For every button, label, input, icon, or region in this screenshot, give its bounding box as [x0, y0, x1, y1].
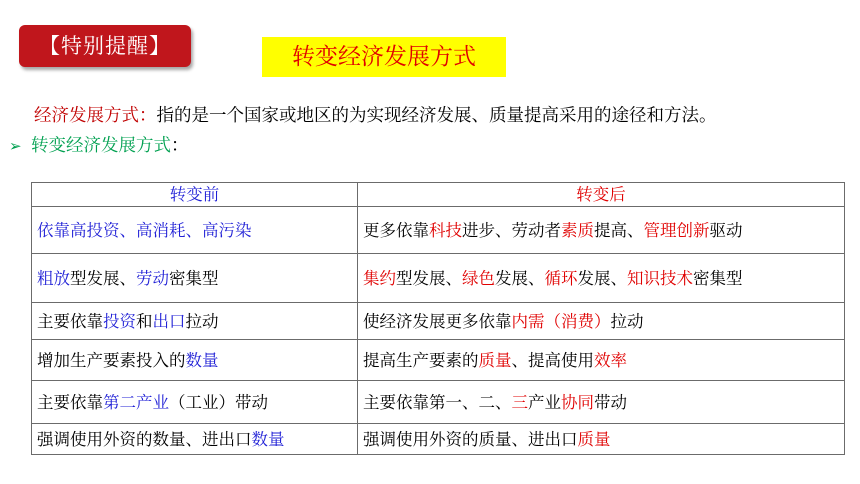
slide-title [262, 37, 506, 77]
comparison-table [31, 182, 845, 455]
cell-text-segment: 效率 [594, 350, 627, 370]
bullet-heading-colon: ： [171, 136, 189, 156]
cell-text-segment: 知识技术 [627, 268, 693, 288]
after-cell [358, 381, 845, 424]
cell-text-segment: 数量 [251, 429, 285, 449]
cell-text-segment: 主要依靠 [37, 392, 103, 412]
cell-text-segment: 协同 [561, 392, 594, 412]
cell-text-segment: 提高、 [594, 220, 644, 240]
cell-text-segment: 带动 [594, 392, 627, 412]
cell-text-segment: 三 [511, 392, 528, 412]
cell-text-segment: 内需（消费） [511, 311, 611, 331]
cell-text-segment: 密集型 [169, 268, 219, 288]
arrow-bullet-icon: ➢ [9, 137, 22, 155]
cell-text-segment: 集约 [363, 268, 396, 288]
cell-text-segment: 劳动 [136, 268, 169, 288]
cell-text-segment: 型发展、 [396, 268, 462, 288]
cell-text-segment: 更多依靠 [363, 220, 429, 240]
cell-text-segment: 发展、 [495, 268, 545, 288]
cell-text-segment: 使经济发展更多依靠 [363, 311, 512, 331]
cell-text-segment: 驱动 [709, 220, 743, 240]
cell-text-segment: 型发展、 [70, 268, 136, 288]
cell-text-segment: 绿色 [462, 268, 495, 288]
header-before: 转变前 [32, 183, 358, 207]
cell-text-segment: 产业 [528, 392, 561, 412]
cell-text-segment: 增加生产要素投入的 [37, 350, 186, 370]
before-cell [32, 340, 358, 381]
definition-line [34, 104, 860, 128]
cell-text-segment: 质量 [577, 429, 611, 449]
before-cell [32, 381, 358, 424]
cell-text-segment: 素质 [561, 220, 594, 240]
special-reminder-badge [19, 25, 191, 67]
cell-text-segment: 质量 [478, 350, 512, 370]
cell-text-segment: 进步、劳动者 [462, 220, 561, 240]
cell-text-segment: 提高生产要素的 [363, 350, 479, 370]
cell-text-segment: 依靠高投资、高消耗、高污染 [37, 220, 252, 240]
table-header-row [32, 183, 845, 207]
cell-text-segment: 第二产业 [103, 392, 169, 412]
bullet-heading-label: 转变经济发展方式 [31, 136, 171, 156]
cell-text-segment: 管理创新 [643, 220, 710, 240]
cell-text-segment: 投资 [103, 311, 136, 331]
cell-text-segment: 强调使用外资的数量、进出口 [37, 429, 252, 449]
slide-title-text: 转变经济发展方式 [292, 44, 476, 70]
cell-text-segment: 主要依靠 [37, 311, 103, 331]
table-row [32, 381, 845, 424]
cell-text-segment: 粗放 [37, 268, 70, 288]
bullet-heading [9, 134, 189, 158]
cell-text-segment: 出口 [152, 311, 186, 331]
before-cell [32, 207, 358, 254]
after-cell [358, 254, 845, 303]
cell-text-segment: 、提高使用 [511, 350, 594, 370]
table-row [32, 340, 845, 381]
badge-label: 【特别提醒】 [39, 34, 171, 58]
cell-text-segment: 数量 [185, 350, 219, 370]
before-cell [32, 303, 358, 340]
table-row [32, 254, 845, 303]
table-row [32, 303, 845, 340]
cell-text-segment: 强调使用外资的质量、进出口 [363, 429, 578, 449]
before-cell [32, 254, 358, 303]
definition-term: 经济发展方式： [34, 106, 157, 126]
before-cell [32, 424, 358, 455]
cell-text-segment: 拉动 [185, 311, 219, 331]
cell-text-segment: 和 [136, 311, 153, 331]
cell-text-segment: 密集型 [693, 268, 743, 288]
definition-body: 指的是一个国家或地区的为实现经济发展、质量提高采用的途径和方法。 [156, 106, 717, 126]
table-row [32, 424, 845, 455]
cell-text-segment: 循环 [544, 268, 578, 288]
after-cell [358, 207, 845, 254]
after-cell [358, 340, 845, 381]
header-after: 转变后 [358, 183, 845, 207]
cell-text-segment: 拉动 [610, 311, 644, 331]
cell-text-segment: （工业）带动 [169, 392, 268, 412]
cell-text-segment: 发展、 [577, 268, 627, 288]
after-cell [358, 303, 845, 340]
cell-text-segment: 科技 [429, 220, 462, 240]
after-cell [358, 424, 845, 455]
table-row [32, 207, 845, 254]
cell-text-segment: 主要依靠第一、二、 [363, 392, 512, 412]
